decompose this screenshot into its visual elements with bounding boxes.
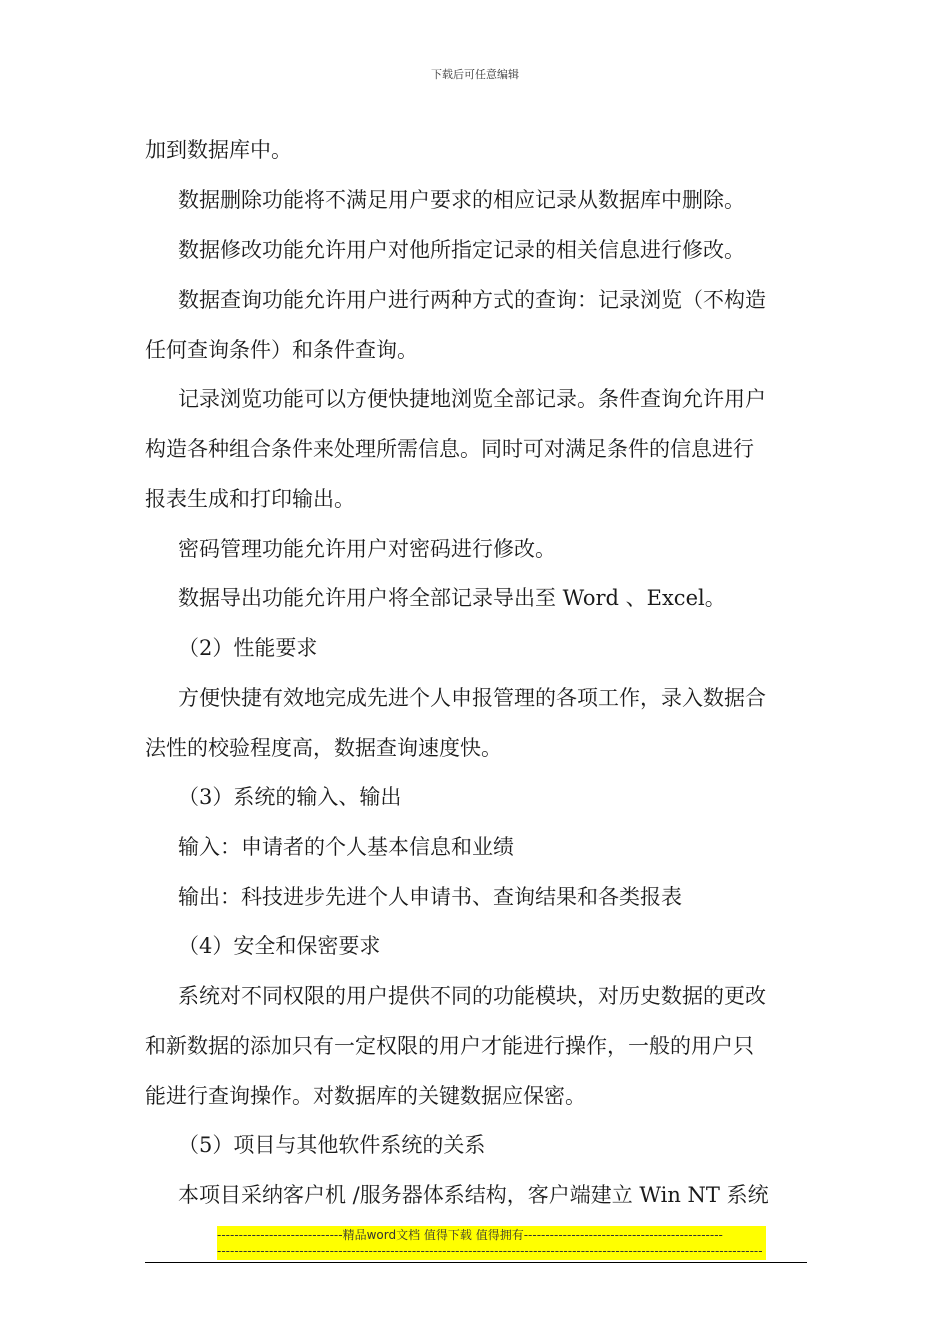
body-line: 数据查询功能允许用户进行两种方式的查询：记录浏览（不构造 — [178, 288, 766, 312]
body-line: 方便快捷有效地完成先进个人申报管理的各项工作，录入数据合 — [178, 686, 766, 710]
body-line: 和新数据的添加只有一定权限的用户才能进行操作，一般的用户只 — [145, 1034, 754, 1058]
body-line: 密码管理功能允许用户对密码进行修改。 — [178, 537, 556, 561]
body-line: 加到数据库中。 — [145, 138, 292, 162]
section-heading: （5）项目与其他软件系统的关系 — [178, 1133, 486, 1157]
body-line: 能进行查询操作。对数据库的关键数据应保密。 — [145, 1084, 586, 1108]
footer-banner — [217, 1226, 766, 1260]
body-line: 数据删除功能将不满足用户要求的相应记录从数据库中删除。 — [178, 188, 745, 212]
body-line: 数据导出功能允许用户将全部记录导出至 Word 、Excel。 — [178, 586, 726, 610]
footer-banner-text: -----------------------------精品word文档 值得下载 值得拥有---------------------------------------------- — [217, 1228, 723, 1242]
footer-divider — [145, 1262, 807, 1263]
body-line: 数据修改功能允许用户对他所指定记录的相关信息进行修改。 — [178, 238, 745, 262]
body-line: 构造各种组合条件来处理所需信息。同时可对满足条件的信息进行 — [145, 437, 754, 461]
footer-banner-dashes: ------------------------------------------------------------------------------------------------------------------------------ — [217, 1244, 763, 1258]
section-heading: （4）安全和保密要求 — [178, 934, 381, 958]
section-heading: （2）性能要求 — [178, 636, 318, 660]
body-line: 记录浏览功能可以方便快捷地浏览全部记录。条件查询允许用户 — [178, 387, 766, 411]
body-line: 任何查询条件）和条件查询。 — [145, 338, 418, 362]
body-line: 报表生成和打印输出。 — [145, 487, 355, 511]
body-line: 法性的校验程度高，数据查询速度快。 — [145, 736, 502, 760]
page-header: 下载后可任意编辑 — [431, 68, 519, 81]
body-line: 输出：科技进步先进个人申请书、查询结果和各类报表 — [178, 885, 682, 909]
body-line: 系统对不同权限的用户提供不同的功能模块，对历史数据的更改 — [178, 984, 766, 1008]
body-line: 本项目采纳客户机 /服务器体系结构，客户端建立 Win NT 系统 — [178, 1183, 769, 1207]
section-heading: （3）系统的输入、输出 — [178, 785, 402, 809]
body-line: 输入：申请者的个人基本信息和业绩 — [178, 835, 514, 859]
